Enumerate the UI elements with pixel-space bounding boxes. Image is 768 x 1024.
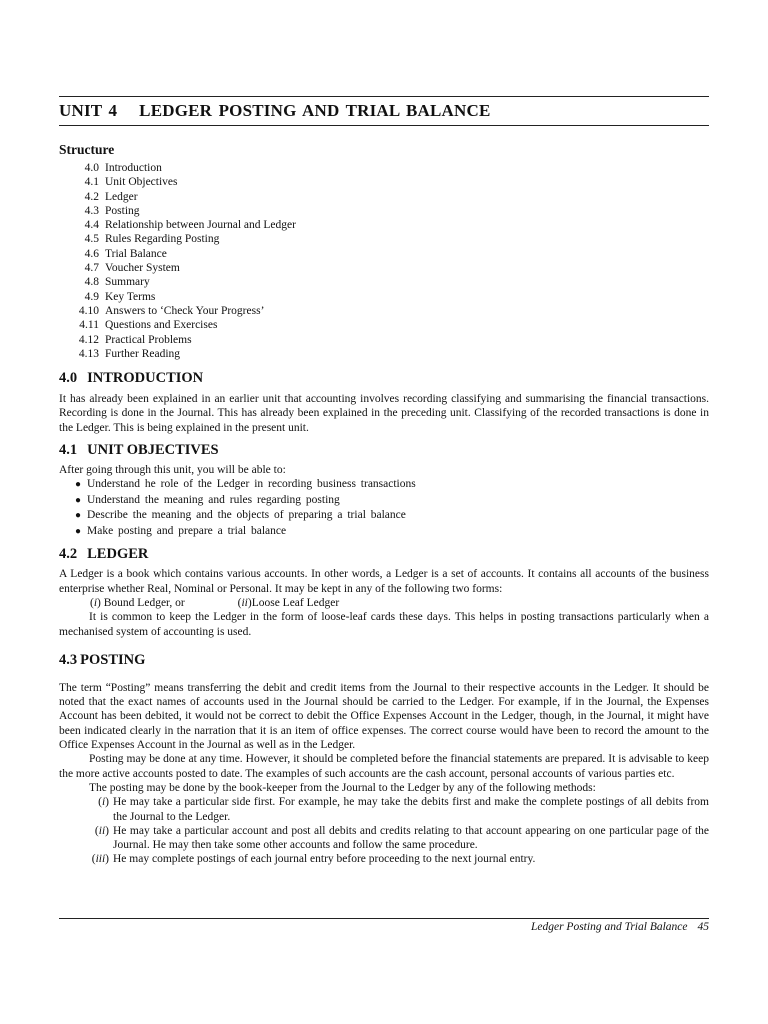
- structure-item-label: Posting: [105, 204, 140, 217]
- ledger-paragraph-2: It is common to keep the Ledger in the form of loose-leaf cards these days. This helps in posting transactions particularly when a mechanised system of accounting is used.: [59, 611, 709, 638]
- objectives-lead: After going through this unit, you will be able to:: [59, 464, 286, 477]
- unit-heading: LEDGER POSTING AND TRIAL BALANCE: [139, 101, 491, 120]
- posting-method-text: He may complete postings of each journal entry before proceeding to the next journal entry.: [113, 853, 536, 866]
- objective-text: Describe the meaning and the objects of preparing a trial balance: [87, 509, 406, 522]
- section-heading-introduction: 4.0 INTRODUCTION: [59, 370, 204, 387]
- bullet-icon: ●: [75, 494, 82, 506]
- structure-item: [59, 190, 709, 204]
- objective-item: [75, 524, 709, 540]
- structure-item-number: 4.11: [79, 319, 99, 332]
- unit-title: [59, 97, 709, 125]
- objective-text: Make posting and prepare a trial balance: [87, 524, 287, 537]
- structure-item-label: Summary: [105, 276, 150, 289]
- structure-item-label: Relationship between Journal and Ledger: [105, 219, 296, 232]
- posting-paragraph-2: Posting may be done at any time. However, it should be completed before the financial statements are prepared. It is advisable to keep the more active accounts posted to date. The examples of such accounts are the cash account, personal accounts of various parties etc.: [59, 753, 709, 780]
- title-rule: [59, 125, 709, 126]
- posting-method-number: (ii): [94, 824, 109, 837]
- structure-item-label: Trial Balance: [105, 247, 167, 260]
- objective-item: [75, 508, 709, 524]
- posting-paragraph-1: The term “Posting” means transferring the debit and credit items from the Journal to their respective accounts in the Ledger. It should be noted that the exact names of accounts used in the Journal should be carried to the Ledger. For example, if in the Journal, the Expenses Account has been debited, it would not be correct to debit the Office Expenses Account in the Ledger, though, in the Journal, it might have been indicated clearly in the narration that it is an item of office expenses. The correct course would have been to record the amount to the Office Expenses Account in the Journal as well as in the Ledger.: [59, 681, 709, 752]
- section-heading-posting: 4.3 POSTING: [59, 651, 146, 668]
- objective-text: Understand the meaning and rules regarding posting: [87, 493, 340, 506]
- structure-item: [59, 204, 709, 218]
- structure-item-number: 4.0: [84, 162, 99, 174]
- structure-item-label: Questions and Exercises: [105, 319, 218, 332]
- structure-item: [59, 347, 709, 361]
- structure-item-number: 4.6: [84, 247, 99, 260]
- structure-item-label: Practical Problems: [105, 333, 192, 346]
- structure-item-label: Answers to ‘Check Your Progress’: [105, 304, 265, 317]
- bullet-icon: ●: [75, 510, 82, 522]
- section-heading-objectives: 4.1 UNIT OBJECTIVES: [59, 442, 219, 459]
- ledger-forms: (i) Bound Ledger, or (ii)Loose Leaf Ledger: [90, 596, 340, 609]
- structure-item-number: 4.10: [78, 304, 99, 317]
- posting-method-text: He may take a particular side first. For example, he may take the debits first and make the complete postings of all debits from the Journal to the Ledger.: [113, 796, 709, 823]
- structure-item-number: 4.9: [84, 290, 99, 303]
- posting-method-item: [59, 852, 709, 866]
- section-heading-ledger: 4.2 LEDGER: [59, 546, 149, 563]
- page-number: 45: [697, 921, 709, 933]
- structure-item-number: 4.13: [78, 347, 99, 360]
- objective-item: [75, 493, 709, 509]
- structure-item: [59, 318, 709, 332]
- posting-method-item: [59, 824, 709, 853]
- structure-item-number: 4.4: [84, 219, 99, 232]
- posting-method-number: (iii): [91, 853, 109, 866]
- structure-item: [59, 333, 709, 347]
- structure-item: [59, 290, 709, 304]
- structure-item: [59, 261, 709, 275]
- structure-item-label: Rules Regarding Posting: [105, 233, 220, 246]
- structure-item: [59, 275, 709, 289]
- bullet-icon: ●: [75, 479, 82, 491]
- intro-paragraph: It has already been explained in an earlier unit that accounting involves recording classifying and summarising the financial transactions. Recording is done in the Journal. This has already been explained in the preceding unit. Classifying of the recorded transactions is done in the Ledger. This is being explained in the present unit.: [59, 393, 709, 434]
- structure-item-number: 4.7: [84, 262, 99, 275]
- structure-item-label: Unit Objectives: [105, 176, 178, 189]
- structure-item: [59, 232, 709, 246]
- structure-item-number: 4.5: [84, 233, 99, 246]
- structure-item-number: 4.8: [84, 276, 99, 289]
- structure-list: [59, 161, 709, 361]
- page-content: [59, 96, 709, 867]
- posting-method-text: He may take a particular account and post all debits and credits relating to that account appearing on one particular page of the Journal. He may then take some other accounts and follow the same procedure.: [113, 824, 709, 852]
- posting-method-item: [59, 795, 709, 824]
- structure-item-number: 4.3: [84, 204, 99, 217]
- posting-paragraph-3: The posting may be done by the book-keeper from the Journal to the Ledger by any of the following methods:: [89, 781, 596, 794]
- structure-item-number: 4.12: [78, 333, 99, 346]
- structure-item-label: Key Terms: [105, 290, 156, 303]
- objectives-list: [59, 477, 709, 539]
- ledger-paragraph-1: A Ledger is a book which contains various accounts. In other words, a Ledger is a set of accounts. It contains all accounts of the business enterprise whether Real, Nominal or Personal. It may be kept in any of the following two forms:: [59, 568, 709, 595]
- objective-item: [75, 477, 709, 493]
- bullet-icon: ●: [75, 525, 82, 537]
- structure-item-label: Ledger: [105, 190, 138, 203]
- structure-item: [59, 161, 709, 175]
- footer-rule: [59, 918, 709, 919]
- unit-number: UNIT 4: [59, 101, 118, 120]
- structure-item: [59, 218, 709, 232]
- footer-title: Ledger Posting and Trial Balance: [530, 921, 688, 933]
- objective-text: Understand he role of the Ledger in recording business transactions: [87, 478, 416, 491]
- page-footer: [59, 921, 709, 933]
- structure-item-label: Further Reading: [105, 347, 181, 360]
- structure-heading: Structure: [59, 142, 115, 157]
- structure-item-label: Voucher System: [105, 262, 180, 275]
- posting-method-number: (i): [98, 796, 109, 809]
- structure-item-number: 4.1: [84, 176, 99, 189]
- structure-item: [59, 304, 709, 318]
- structure-item: [59, 247, 709, 261]
- posting-methods-list: [59, 795, 709, 866]
- structure-item-number: 4.2: [84, 190, 99, 203]
- structure-item-label: Introduction: [105, 162, 162, 174]
- structure-item: [59, 175, 709, 189]
